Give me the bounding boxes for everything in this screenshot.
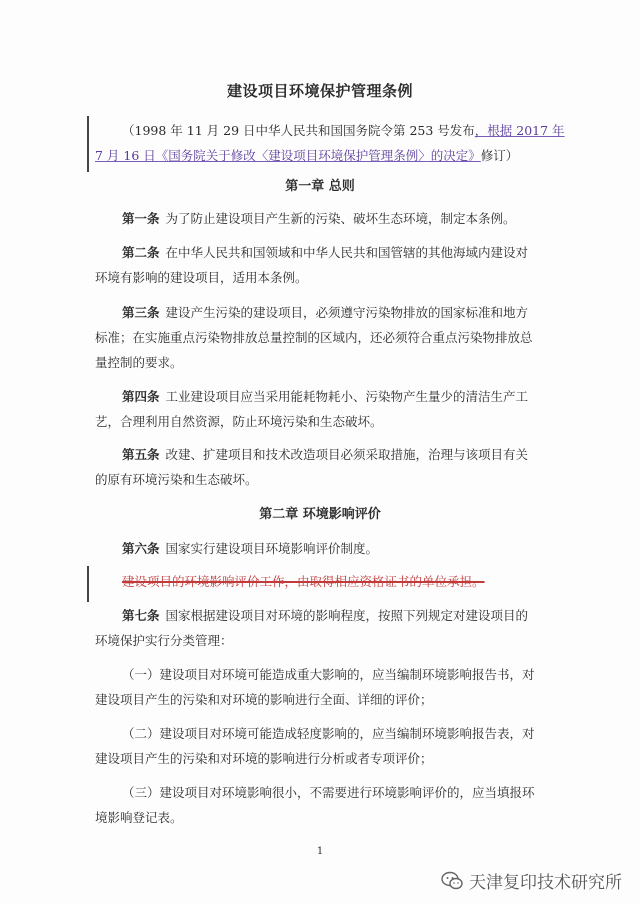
article-text: 国家实行建设项目环境影响评价制度。 bbox=[165, 541, 379, 556]
article-3-line: 标准；在实施重点污染物排放总量控制的区域内，还必须符合重点污染物排放总 bbox=[95, 330, 533, 345]
article-label: 第二条 bbox=[122, 245, 160, 260]
item-2-line: （二）建设项目对环境可能造成轻度影响的，应当编制环境影响报告表，对 bbox=[122, 726, 535, 741]
item-1-line: 建设项目产生的污染和对环境的影响进行全面、详细的评价； bbox=[95, 692, 433, 707]
article-1-line bbox=[122, 210, 565, 228]
article-5-line: 的原有环境污染和生态破坏。 bbox=[95, 472, 258, 487]
article-label: 第四条 bbox=[122, 389, 160, 404]
revision-insert: 7 月 16 日《国务院关于修改〈建设项目环境保护管理条例〉的决定》 bbox=[95, 148, 481, 163]
article-label: 第一条 bbox=[122, 211, 160, 226]
article-text: 国家根据建设项目对环境的影响程度，按照下列规定对建设项目的 bbox=[165, 608, 529, 623]
article-7-line bbox=[122, 607, 565, 625]
preamble-line-2 bbox=[95, 147, 565, 165]
article-text: 为了防止建设项目产生新的污染、破坏生态环境，制定本条例。 bbox=[165, 211, 516, 226]
wechat-icon bbox=[441, 871, 463, 891]
article-6-line bbox=[122, 540, 565, 558]
document-title: 建设项目环境保护管理条例 bbox=[226, 82, 413, 100]
item-3-line: 境影响登记表。 bbox=[95, 810, 183, 825]
chapter-heading-1: 第一章 总则 bbox=[285, 179, 355, 194]
revision-insert: ，根据 2017 年 bbox=[474, 123, 565, 138]
article-label: 第六条 bbox=[122, 541, 160, 556]
chapter-heading-2: 第二章 环境影响评价 bbox=[259, 507, 381, 522]
watermark-text: 天津复印技术研究所 bbox=[469, 873, 622, 893]
article-text: 工业建设项目应当采用能耗物耗小、污染物产生量少的清洁生产工 bbox=[165, 389, 529, 404]
article-text: 在中华人民共和国领域和中华人民共和国管辖的其他海域内建设对 bbox=[165, 245, 529, 260]
page-number: 1 bbox=[316, 846, 324, 857]
preamble-text: （1998 年 11 月 29 日中华人民共和国国务院令第 253 号发布 bbox=[122, 123, 475, 138]
article-7-line: 环境保护实行分类管理： bbox=[95, 633, 233, 648]
article-3-line: 量控制的要求。 bbox=[95, 355, 183, 370]
article-2-line: 环境有影响的建设项目，适用本条例。 bbox=[95, 270, 308, 285]
article-2-line bbox=[122, 244, 565, 262]
item-3-line: （三）建设项目对环境影响很小，不需要进行环境影响评价的，应当填报环 bbox=[122, 785, 535, 800]
article-3-line bbox=[122, 304, 565, 322]
item-2-line: 建设项目产生的污染和对环境的影响进行分析或者专项评价； bbox=[95, 751, 433, 766]
article-4-line: 艺，合理利用自然资源，防止环境污染和生态破坏。 bbox=[95, 414, 383, 429]
article-5-line bbox=[122, 446, 565, 464]
article-label: 第三条 bbox=[122, 305, 160, 320]
revision-bar bbox=[87, 116, 89, 172]
item-1-line: （一）建设项目对环境可能造成重大影响的，应当编制环境影响报告书，对 bbox=[122, 667, 535, 682]
watermark bbox=[441, 868, 622, 893]
article-text: 建设产生污染的建设项目，必须遵守污染物排放的国家标准和地方 bbox=[165, 305, 529, 320]
preamble-text: 修订） bbox=[480, 148, 519, 163]
article-label: 第五条 bbox=[122, 447, 160, 462]
preamble-line-1 bbox=[122, 122, 565, 140]
article-text: 改建、扩建项目和技术改造项目必须采取措施，治理与该项目有关 bbox=[165, 447, 529, 462]
article-4-line bbox=[122, 388, 565, 406]
article-label: 第七条 bbox=[122, 608, 160, 623]
deleted-paragraph: 建设项目的环境影响评价工作，由取得相应资格证书的单位承担。 bbox=[122, 574, 485, 589]
revision-bar bbox=[87, 566, 89, 602]
